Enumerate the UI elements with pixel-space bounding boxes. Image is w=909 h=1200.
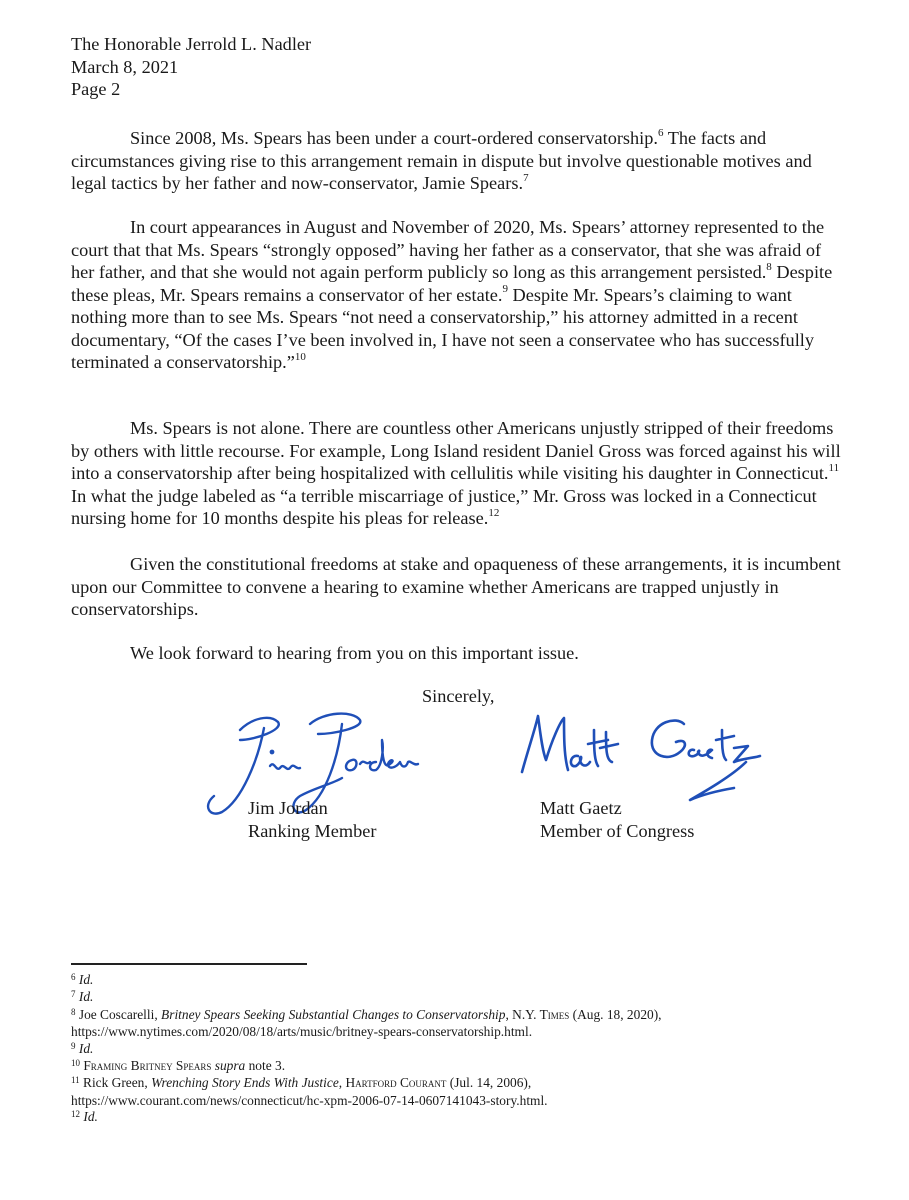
footnote-ref: 6: [657, 126, 664, 139]
signatory-name: Matt Gaetz: [540, 798, 622, 818]
signatory-title: Member of Congress: [540, 820, 695, 841]
footnote-ref: 8: [766, 260, 772, 273]
footnote-8: $^8$ Joe Coscarelli, Britney Spears Seeking Substantial Changes to Conservatorship, N.Y. Times (Aug. 18, 2020),: [71, 1006, 662, 1022]
signatory-title: Ranking Member: [248, 820, 377, 841]
letter-header: [71, 33, 311, 101]
footnote-6: $^6$ Id.: [71, 972, 94, 987]
signatory-jordan: [248, 797, 376, 842]
footnote-9: $^9$ Id.: [71, 1040, 94, 1056]
footnote-separator: [71, 963, 307, 965]
paragraph-5: We look forward to hearing from you on this important issue.: [130, 643, 579, 663]
footnote-ref: 10: [294, 350, 306, 363]
closing-salutation: Sincerely,: [422, 686, 495, 706]
footnote-ref: 11: [828, 461, 840, 474]
letter-date: March 8, 2021: [71, 56, 179, 77]
footnote-ref: 7: [523, 171, 529, 184]
footnote-11-url: https://www.courant.com/news/connecticut/hc-xpm-2006-07-14-0607141043-story.html.: [71, 1092, 548, 1108]
signatory-gaetz: [540, 797, 694, 842]
footnote-8-url: https://www.nytimes.com/2020/08/18/arts/music/britney-spears-conservatorship.html.: [71, 1024, 533, 1040]
footnotes: [71, 972, 861, 1127]
footnote-ref: 12: [488, 506, 500, 519]
addressee: The Honorable Jerrold L. Nadler: [71, 34, 312, 54]
paragraph-4: Given the constitutional freedoms at stake and opaqueness of these arrangements, it is incumbent upon our Committee to convene a hearing to examine whether Americans are trapped unjustly in conservatorships.: [71, 554, 841, 619]
page-number: Page 2: [71, 79, 121, 99]
footnote-ref: 9: [502, 283, 508, 296]
paragraph-1: Since 2008, Ms. Spears has been under a court-ordered conservatorship.$^6$ The facts and circumstances giving rise to this arrangement remain in dispute but involve questionable motives and legal tactics by her father and now-conservator, Jamie Spears.$^7$: [71, 126, 812, 193]
footnote-10: $^{10}$ Framing Britney Spears supra note 3.: [71, 1058, 286, 1074]
paragraph-2: In court appearances in August and November of 2020, Ms. Spears’ attorney represented to the court that that Ms. Spears “strongly opposed” having her father as a conservator, that she was afraid of her father, and that she would not again perform publicly so long as this arrangement persisted.$^8$ Despite these pleas, Mr. Spears remains a conservator of her estate.$^9$ Despite Mr. Spears’s claiming to want nothing more than to see Ms. Spears “not need a conservatorship,” his attorney admitted in a recent documentary, “Of the cases I’ve been involved in, I have not seen a conservatee who has successfully terminated a conservatorship.”$^{10}$: [71, 217, 833, 372]
footnote-7: $^7$ Id.: [71, 989, 94, 1005]
footnote-11: $^{11}$ Rick Green, Wrenching Story Ends With Justice, Hartford Courant (Jul. 14, 2006),: [71, 1075, 532, 1091]
paragraph-3: Ms. Spears is not alone. There are countless other Americans unjustly stripped of their freedoms by others with little recourse. For example, Long Island resident Daniel Gross was forced against his will into a conservatorship after being hospitalized with cellulitis while visiting his daughter in Connecticut.$^{11}$ In what the judge labeled as “a terrible miscarriage of justice,” Mr. Gross was locked in a Connecticut nursing home for 10 months despite his pleas for release.$^{12}$: [71, 418, 841, 528]
footnote-12: $^{12}$ Id.: [71, 1109, 98, 1125]
signatory-name: Jim Jordan: [248, 798, 328, 818]
